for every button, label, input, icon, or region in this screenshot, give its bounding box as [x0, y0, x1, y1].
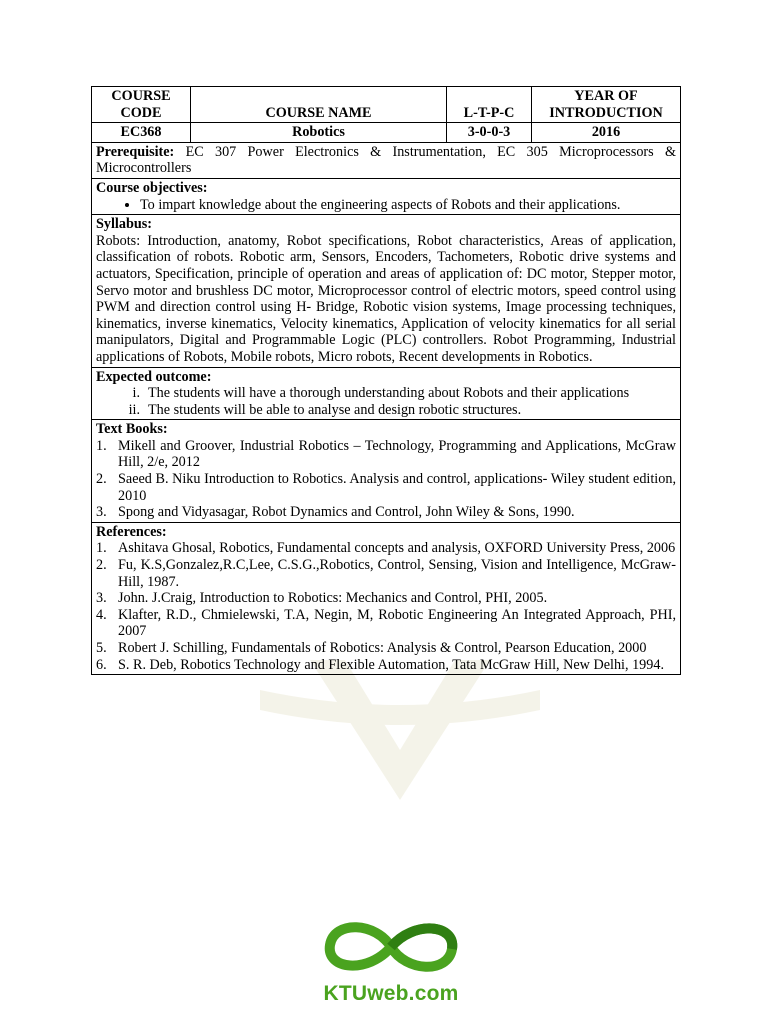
list-item-number: 2. [96, 471, 107, 488]
list-item [96, 590, 676, 607]
prerequisite-label: Prerequisite: [96, 143, 175, 160]
outcome-list [96, 385, 676, 418]
course-info-row [92, 123, 681, 143]
logo-text: KTUweb.com [323, 982, 459, 1005]
textbooks-list [96, 438, 676, 521]
objectives-list [96, 197, 676, 214]
objective-item: • To impart knowledge about the engineering aspects of Robots and their applications. [140, 197, 676, 214]
outcome-label: Expected outcome: [96, 368, 212, 385]
syllabus-row [92, 215, 681, 367]
list-item [96, 557, 676, 590]
list-item-text: Fu, K.S,Gonzalez,R.C,Lee, C.S.G.,Robotics, Control, Sensing, Vision and Intelligence, McGraw-Hill, 1987. [118, 557, 676, 590]
ktuweb-logo[interactable] [316, 912, 466, 1012]
list-item [96, 402, 676, 419]
textbooks-label: Text Books: [96, 421, 168, 438]
list-item [96, 640, 676, 657]
list-item-text: Robert J. Schilling, Fundamentals of Robotics: Analysis & Control, Pearson Education, 2000 [118, 640, 647, 656]
list-item-number: ii. [128, 401, 140, 418]
course-name-header: COURSE NAME [191, 87, 447, 123]
year-header: YEAR OF INTRODUCTION [532, 87, 681, 123]
list-item-number: 4. [96, 606, 107, 623]
list-item-text: Saeed B. Niku Introduction to Robotics. Analysis and control, applications- Wiley student edition, 2010 [118, 471, 676, 504]
objectives-row [92, 178, 681, 214]
list-item-number: 5. [96, 640, 107, 656]
list-item-text: The students will be able to analyse and design robotic structures. [148, 401, 522, 418]
references-list [96, 540, 676, 673]
syllabus-label: Syllabus: [96, 216, 152, 233]
syllabus-cell [92, 215, 681, 367]
table-header-row [92, 87, 681, 123]
prerequisite-cell [92, 142, 681, 178]
references-cell [92, 522, 681, 674]
list-item-number: 3. [96, 504, 107, 521]
list-item-text: S. R. Deb, Robotics Technology and Flexible Automation, Tata McGraw Hill, New Delhi, 1994. [118, 656, 665, 673]
list-item-text: Klafter, R.D., Chmielewski, T.A, Negin, M, Robotic Engineering An Integrated Approach, PHI, 2007 [118, 606, 676, 640]
list-item [96, 471, 676, 504]
prerequisite-row [92, 142, 681, 178]
course-syllabus-table [91, 86, 681, 675]
course-code-header: COURSE CODE [92, 87, 191, 123]
list-item-text: Mikell and Groover, Industrial Robotics – Technology, Programming and Applications, McGraw Hill, 2/e, 2012 [118, 437, 676, 471]
list-item [96, 607, 676, 640]
list-item-number: 1. [96, 540, 107, 557]
textbooks-cell [92, 420, 681, 523]
list-item-number: 3. [96, 590, 107, 607]
list-item-text: John. J.Craig, Introduction to Robotics: Mechanics and Control, PHI, 2005. [118, 590, 548, 607]
list-item [96, 540, 676, 557]
list-item-text: Ashitava Ghosal, Robotics, Fundamental concepts and analysis, OXFORD University Press, 2006 [118, 540, 676, 557]
outcome-row [92, 367, 681, 420]
list-item [96, 438, 676, 471]
course-code-value: EC368 [92, 123, 191, 143]
list-item-text: The students will have a thorough understanding about Robots and their applications [148, 385, 630, 402]
course-name-value: Robotics [191, 123, 447, 143]
list-item [96, 385, 676, 402]
references-row [92, 522, 681, 674]
syllabus-text: Robots: Introduction, anatomy, Robot specifications, Robot characteristics, Areas of application, classification of robots. Robotic arm, Sensors, Encoders, Tachometers, Robotic drive systems and actuators, Specification, principle of operation and areas of application of: DC motor, Stepper motor, Servo motor and brushless DC motor, Microprocessor control of electric motors, speed control using PWM and direction control using H- Bridge, Robotic vision systems, Image processing techniques, kinematics, inverse kinematics, Velocity kinematics, Application of velocity kinematics for all serial manipulators, Digital and Programmable Logic (PLC) controllers. Robot Programming, Industrial applications of Robots, Mobile robots, Micro robots, Recent developments in Robotics. [96, 232, 676, 365]
textbooks-row [92, 420, 681, 523]
prerequisite-text: EC 307 Power Electronics & Instrumentation, EC 305 Microprocessors & Microcontrollers [96, 143, 676, 177]
list-item-text: Spong and Vidyasagar, Robot Dynamics and Control, John Wiley & Sons, 1990. [118, 504, 575, 521]
list-item [96, 657, 676, 674]
list-item-number: 6. [96, 656, 107, 673]
list-item-number: 2. [96, 557, 107, 574]
references-label: References: [96, 523, 167, 540]
list-item [96, 504, 676, 521]
objectives-cell [92, 178, 681, 214]
objectives-label: Course objectives: [96, 179, 208, 196]
list-item-number: 1. [96, 437, 107, 454]
list-item-number: i. [132, 385, 140, 402]
year-value: 2016 [532, 123, 681, 143]
outcome-cell [92, 367, 681, 420]
infinity-logo-icon [316, 912, 466, 982]
ltpc-header: L-T-P-C [447, 87, 532, 123]
ltpc-value: 3-0-0-3 [447, 123, 532, 143]
